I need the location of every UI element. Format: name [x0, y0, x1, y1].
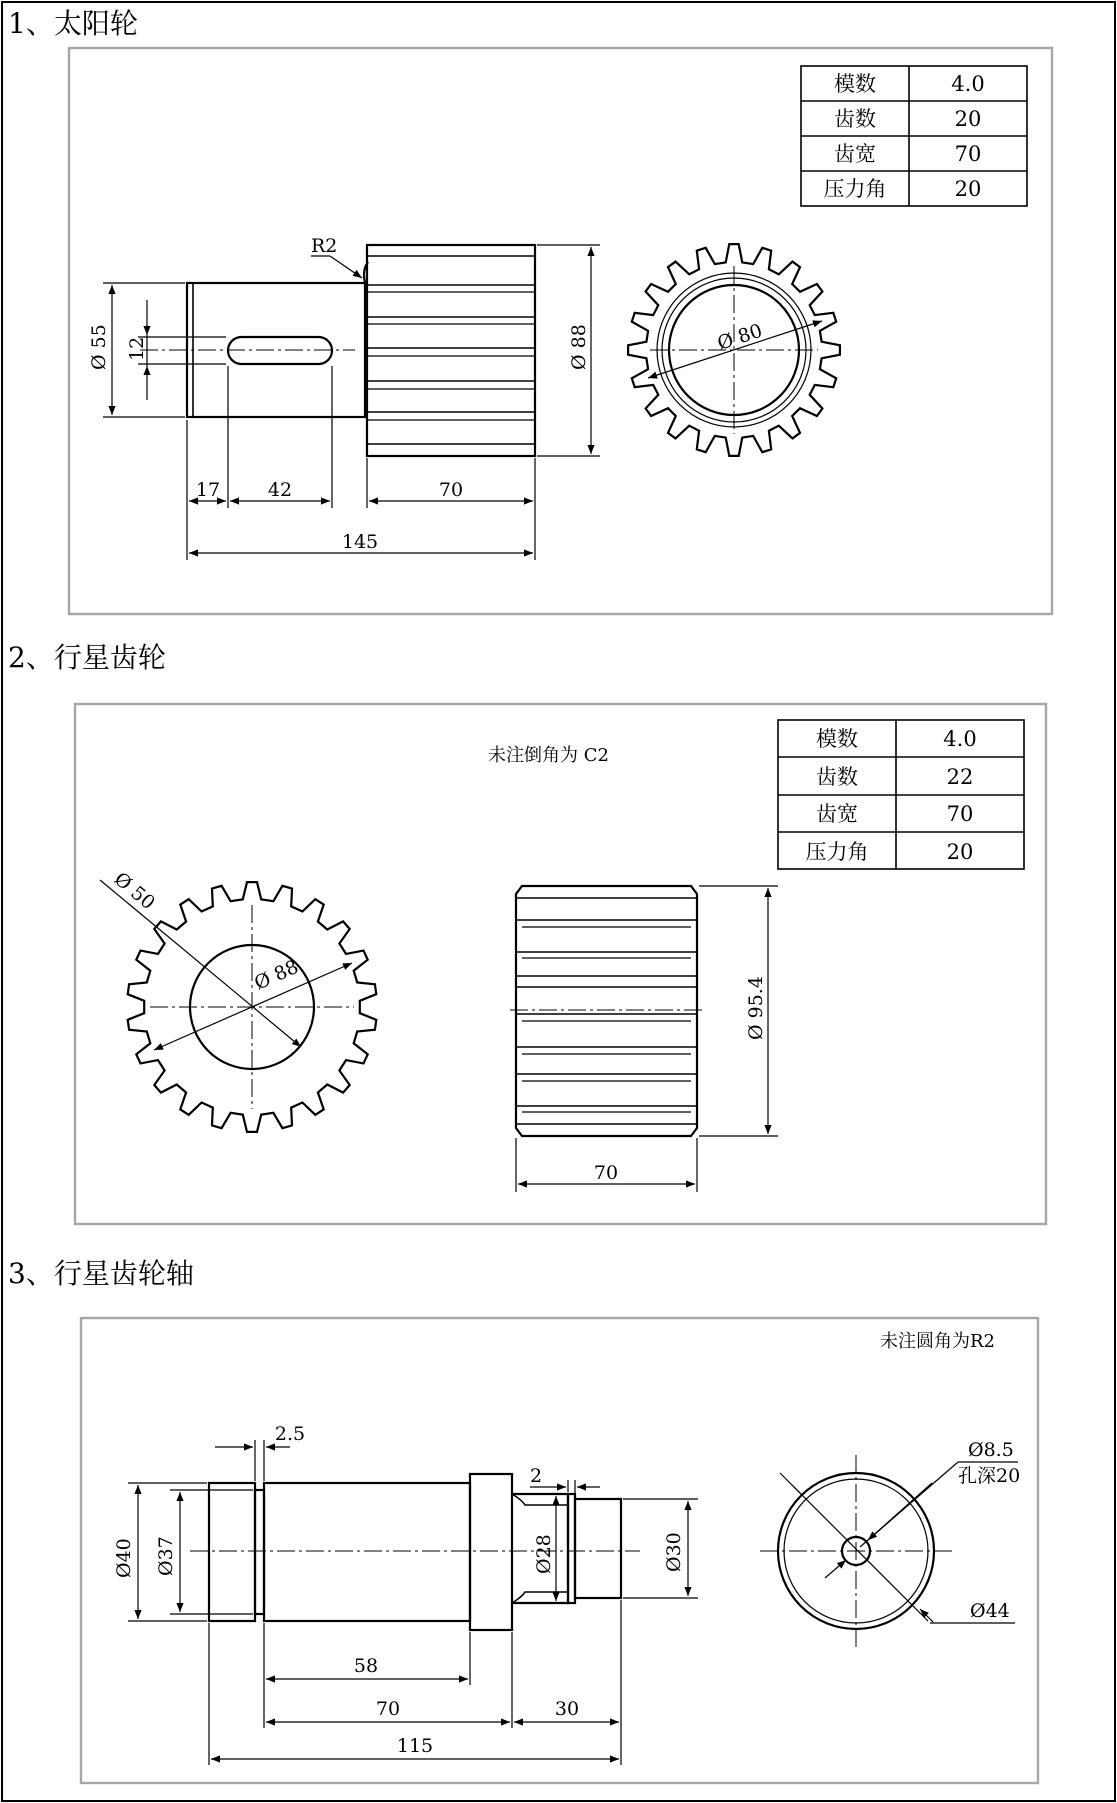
section-2-frame — [75, 704, 1046, 1224]
table-label-module: 模数 — [816, 727, 858, 751]
table-value-module: 4.0 — [943, 727, 977, 751]
table-value-teeth: 22 — [946, 765, 974, 789]
table-value-teeth: 20 — [954, 107, 982, 131]
dim-d88-planet: Ø 88 — [251, 955, 302, 995]
dim-70: 70 — [438, 479, 464, 501]
section-1-heading: 1、太阳轮 — [8, 7, 138, 40]
section-1-frame — [69, 48, 1052, 614]
dim-d30: Ø30 — [663, 1532, 685, 1572]
dim-12: 12 — [126, 336, 148, 361]
section-planet-gear — [8, 641, 1046, 1224]
table-label-pressure-angle: 压力角 — [823, 177, 887, 201]
fillet-note: 未注圆角为R2 — [880, 1331, 996, 1352]
planet-gear-param-table — [778, 720, 1024, 869]
table-label-teeth: 齿数 — [816, 765, 858, 789]
planet-gear-tooth-lines — [516, 898, 697, 1124]
table-label-pressure-angle: 压力角 — [805, 840, 869, 864]
dim-d55: Ø 55 — [88, 324, 110, 370]
planet-gear-end-view — [100, 868, 376, 1132]
dim-2: 2 — [529, 1465, 543, 1487]
chamfer-note: 未注倒角为 C2 — [488, 745, 609, 766]
dim-d50: Ø 50 — [109, 867, 160, 915]
dim-d95-4: Ø 95.4 — [745, 976, 767, 1040]
dim-2-5: 2.5 — [274, 1423, 306, 1445]
sun-gear-param-table — [801, 66, 1027, 206]
planet-shaft-end-view — [760, 1439, 1020, 1647]
sheet-border — [2, 2, 1115, 1801]
dim-30: 30 — [554, 1698, 580, 1720]
dim-d44: Ø44 — [970, 1600, 1010, 1622]
dim-d40: Ø40 — [113, 1538, 135, 1578]
sun-gear-end-view — [628, 244, 840, 456]
dim-70-planet: 70 — [593, 1162, 619, 1184]
dim-hole-depth: 孔深20 — [958, 1465, 1021, 1487]
table-value-face-width: 70 — [946, 802, 974, 826]
table-label-teeth: 齿数 — [834, 107, 876, 131]
table-value-pressure-angle: 20 — [954, 177, 982, 201]
shaft-shoulder — [470, 1474, 512, 1630]
dim-70-shaft: 70 — [375, 1698, 401, 1720]
table-label-face-width: 齿宽 — [834, 142, 876, 166]
table-value-module: 4.0 — [951, 72, 985, 96]
sun-gear-tooth-lines — [367, 256, 535, 444]
planet-gear-side-view — [510, 886, 778, 1192]
dim-d88-side: Ø 88 — [568, 324, 590, 370]
dim-d28: Ø28 — [533, 1534, 555, 1574]
dim-hole-diameter: Ø8.5 — [968, 1439, 1014, 1461]
dim-42: 42 — [267, 479, 293, 501]
shaft-end — [575, 1499, 621, 1598]
sun-gear-teeth-block — [367, 245, 535, 456]
dim-r2: R2 — [311, 235, 338, 257]
table-label-face-width: 齿宽 — [816, 802, 858, 826]
planet-shaft-side-view — [113, 1423, 698, 1765]
section-sun-gear — [8, 7, 1052, 614]
section-3-heading: 3、行星齿轮轴 — [8, 1257, 194, 1290]
sun-gear-side-view — [88, 235, 600, 560]
dim-d37: Ø37 — [155, 1536, 177, 1576]
planet-gear-body — [516, 886, 697, 1136]
section-2-heading: 2、行星齿轮 — [8, 641, 166, 674]
dim-58: 58 — [353, 1655, 379, 1677]
dim-145: 145 — [341, 531, 379, 553]
shaft-main-body — [264, 1483, 470, 1621]
table-label-module: 模数 — [834, 72, 876, 96]
dim-115: 115 — [396, 1735, 434, 1757]
shaft-collar-left — [209, 1483, 255, 1621]
section-planet-shaft — [8, 1257, 1038, 1783]
dim-17: 17 — [195, 479, 221, 501]
table-value-face-width: 70 — [954, 142, 982, 166]
dim-d80: Ø 80 — [714, 319, 766, 355]
table-value-pressure-angle: 20 — [946, 840, 974, 864]
